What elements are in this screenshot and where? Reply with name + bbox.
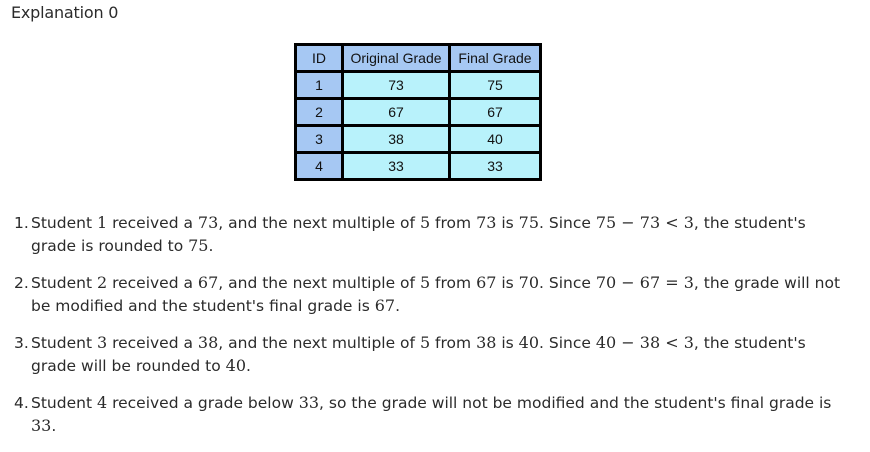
table-row xyxy=(296,153,541,180)
math-expression: 67 xyxy=(197,273,219,292)
math-expression: 67 xyxy=(476,273,497,292)
math-expression: 5 xyxy=(419,273,431,292)
explanation-text: . xyxy=(51,416,57,435)
explanation-text: , the grade will not be modified and the student's final grade is xyxy=(31,274,841,315)
math-expression: 5 xyxy=(419,213,431,232)
explanation-text: , and the next multiple of xyxy=(218,214,420,232)
explanation-text: , the student's grade is rounded to xyxy=(31,214,806,255)
table-row xyxy=(296,72,541,99)
explanation-text: Student xyxy=(31,334,97,352)
math-expression: 38 xyxy=(197,333,219,352)
math-expression: 38 xyxy=(476,333,497,352)
explanation-text: received a grade below xyxy=(107,394,299,412)
cell-id: 1 xyxy=(296,72,343,99)
math-expression: 70 − 67 = 3 xyxy=(595,273,694,292)
table-header-row xyxy=(296,45,541,72)
explanation-item xyxy=(14,332,854,377)
grades-table xyxy=(294,43,542,181)
math-expression: 75 xyxy=(188,235,209,255)
math-expression: 67 xyxy=(374,295,396,315)
explanation-item xyxy=(14,272,854,317)
math-expression: 1 xyxy=(96,213,108,232)
math-expression: 75 − 73 < 3 xyxy=(595,213,694,232)
header-id: ID xyxy=(296,45,343,72)
cell-original-grade: 67 xyxy=(343,99,450,126)
page-title: Explanation 0 xyxy=(11,3,119,22)
explanation-text: Student xyxy=(31,394,97,412)
explanation-number: 4. xyxy=(14,394,29,412)
explanation-number: 2. xyxy=(14,274,29,292)
table-row xyxy=(296,99,541,126)
explanation-text: . Since xyxy=(539,274,596,292)
explanation-text: . xyxy=(246,356,251,375)
explanation-text: is xyxy=(496,334,519,352)
math-expression: 75 xyxy=(518,213,540,232)
cell-final-grade: 75 xyxy=(450,72,541,99)
explanation-text: received a xyxy=(107,214,198,232)
explanation-text: received a xyxy=(107,334,198,352)
explanation-text: , the student's grade will be rounded to xyxy=(31,334,806,375)
math-expression: 40 − 38 < 3 xyxy=(595,333,694,352)
cell-final-grade: 33 xyxy=(450,153,541,180)
explanation-list xyxy=(14,212,854,452)
cell-original-grade: 73 xyxy=(343,72,450,99)
explanation-text: . Since xyxy=(539,334,596,352)
cell-final-grade: 40 xyxy=(450,126,541,153)
explanation-text: . xyxy=(395,296,400,315)
math-expression: 40 xyxy=(225,355,246,375)
header-original-grade: Original Grade xyxy=(343,45,450,72)
cell-id: 4 xyxy=(296,153,343,180)
math-expression: 33 xyxy=(31,415,52,435)
explanation-text: received a xyxy=(107,274,198,292)
math-expression: 4 xyxy=(96,393,108,412)
explanation-text: Student xyxy=(31,214,97,232)
explanation-text: , so the grade will not be modified and the student's final grade is xyxy=(319,394,832,412)
explanation-item xyxy=(14,392,854,437)
explanation-number: 3. xyxy=(14,334,29,352)
explanation-number: 1. xyxy=(14,214,29,232)
cell-original-grade: 33 xyxy=(343,153,450,180)
explanation-text: . Since xyxy=(539,214,596,232)
table-row xyxy=(296,126,541,153)
explanation-text: from xyxy=(430,334,477,352)
math-expression: 40 xyxy=(518,333,540,352)
math-expression: 70 xyxy=(518,273,540,292)
cell-id: 2 xyxy=(296,99,343,126)
cell-id: 3 xyxy=(296,126,343,153)
explanation-item xyxy=(14,212,854,257)
math-expression: 33 xyxy=(298,393,320,412)
explanation-text: , and the next multiple of xyxy=(218,274,420,292)
explanation-text: , and the next multiple of xyxy=(218,334,420,352)
math-expression: 5 xyxy=(419,333,431,352)
explanation-text: from xyxy=(430,274,477,292)
math-expression: 3 xyxy=(96,333,108,352)
math-expression: 73 xyxy=(476,213,497,232)
explanation-text: Student xyxy=(31,274,97,292)
math-expression: 2 xyxy=(96,273,108,292)
explanation-text: . xyxy=(208,236,214,255)
header-final-grade: Final Grade xyxy=(450,45,541,72)
explanation-text: is xyxy=(496,274,519,292)
cell-original-grade: 38 xyxy=(343,126,450,153)
explanation-text: from xyxy=(430,214,477,232)
math-expression: 73 xyxy=(197,213,219,232)
explanation-text: is xyxy=(496,214,519,232)
cell-final-grade: 67 xyxy=(450,99,541,126)
